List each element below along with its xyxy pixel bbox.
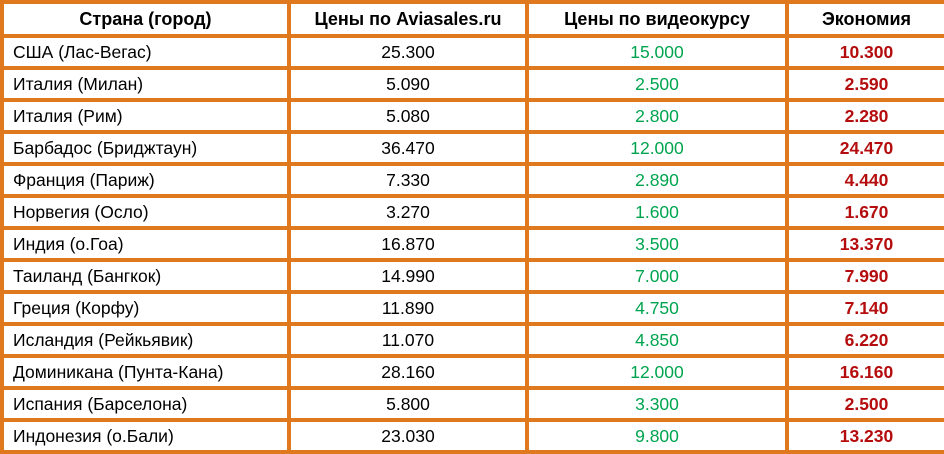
country-cell: Италия (Милан)	[2, 68, 289, 100]
course-price-cell: 15.000	[527, 36, 787, 68]
header-aviasales: Цены по Aviasales.ru	[289, 2, 527, 36]
course-price-cell: 12.000	[527, 356, 787, 388]
aviasales-price-cell: 5.080	[289, 100, 527, 132]
aviasales-price-cell: 7.330	[289, 164, 527, 196]
course-price-cell: 3.300	[527, 388, 787, 420]
table-row	[2, 260, 944, 292]
course-price-cell: 12.000	[527, 132, 787, 164]
country-cell: Греция (Корфу)	[2, 292, 289, 324]
aviasales-price-cell: 36.470	[289, 132, 527, 164]
country-cell: Италия (Рим)	[2, 100, 289, 132]
country-cell: Норвегия (Осло)	[2, 196, 289, 228]
aviasales-price-cell: 5.800	[289, 388, 527, 420]
aviasales-price-cell: 14.990	[289, 260, 527, 292]
course-price-cell: 3.500	[527, 228, 787, 260]
country-cell: США (Лас-Вегас)	[2, 36, 289, 68]
savings-cell: 1.670	[787, 196, 944, 228]
course-price-cell: 2.800	[527, 100, 787, 132]
course-price-cell: 1.600	[527, 196, 787, 228]
savings-cell: 24.470	[787, 132, 944, 164]
savings-cell: 10.300	[787, 36, 944, 68]
country-cell: Франция (Париж)	[2, 164, 289, 196]
table-row	[2, 292, 944, 324]
aviasales-price-cell: 11.890	[289, 292, 527, 324]
header-savings: Экономия	[787, 2, 944, 36]
table-row	[2, 356, 944, 388]
savings-cell: 16.160	[787, 356, 944, 388]
table-row	[2, 100, 944, 132]
table-body	[2, 36, 944, 452]
table-row	[2, 68, 944, 100]
table-row	[2, 164, 944, 196]
aviasales-price-cell: 28.160	[289, 356, 527, 388]
country-cell: Индонезия (о.Бали)	[2, 420, 289, 452]
savings-cell: 2.280	[787, 100, 944, 132]
country-cell: Таиланд (Бангкок)	[2, 260, 289, 292]
savings-cell: 13.370	[787, 228, 944, 260]
savings-cell: 7.990	[787, 260, 944, 292]
savings-cell: 13.230	[787, 420, 944, 452]
table-row	[2, 324, 944, 356]
course-price-cell: 4.750	[527, 292, 787, 324]
table-row	[2, 36, 944, 68]
table-row	[2, 196, 944, 228]
savings-cell: 6.220	[787, 324, 944, 356]
country-cell: Исландия (Рейкьявик)	[2, 324, 289, 356]
country-cell: Испания (Барселона)	[2, 388, 289, 420]
savings-cell: 4.440	[787, 164, 944, 196]
aviasales-price-cell: 23.030	[289, 420, 527, 452]
country-cell: Индия (о.Гоа)	[2, 228, 289, 260]
country-cell: Барбадос (Бриджтаун)	[2, 132, 289, 164]
table-row	[2, 388, 944, 420]
course-price-cell: 2.500	[527, 68, 787, 100]
header-country: Страна (город)	[2, 2, 289, 36]
savings-cell: 2.500	[787, 388, 944, 420]
aviasales-price-cell: 25.300	[289, 36, 527, 68]
aviasales-price-cell: 3.270	[289, 196, 527, 228]
header-row	[2, 2, 944, 36]
course-price-cell: 7.000	[527, 260, 787, 292]
aviasales-price-cell: 16.870	[289, 228, 527, 260]
course-price-cell: 2.890	[527, 164, 787, 196]
aviasales-price-cell: 5.090	[289, 68, 527, 100]
aviasales-price-cell: 11.070	[289, 324, 527, 356]
course-price-cell: 4.850	[527, 324, 787, 356]
country-cell: Доминикана (Пунта-Кана)	[2, 356, 289, 388]
table-row	[2, 420, 944, 452]
table-row	[2, 132, 944, 164]
savings-cell: 2.590	[787, 68, 944, 100]
savings-cell: 7.140	[787, 292, 944, 324]
header-course: Цены по видеокурсу	[527, 2, 787, 36]
table-row	[2, 228, 944, 260]
course-price-cell: 9.800	[527, 420, 787, 452]
